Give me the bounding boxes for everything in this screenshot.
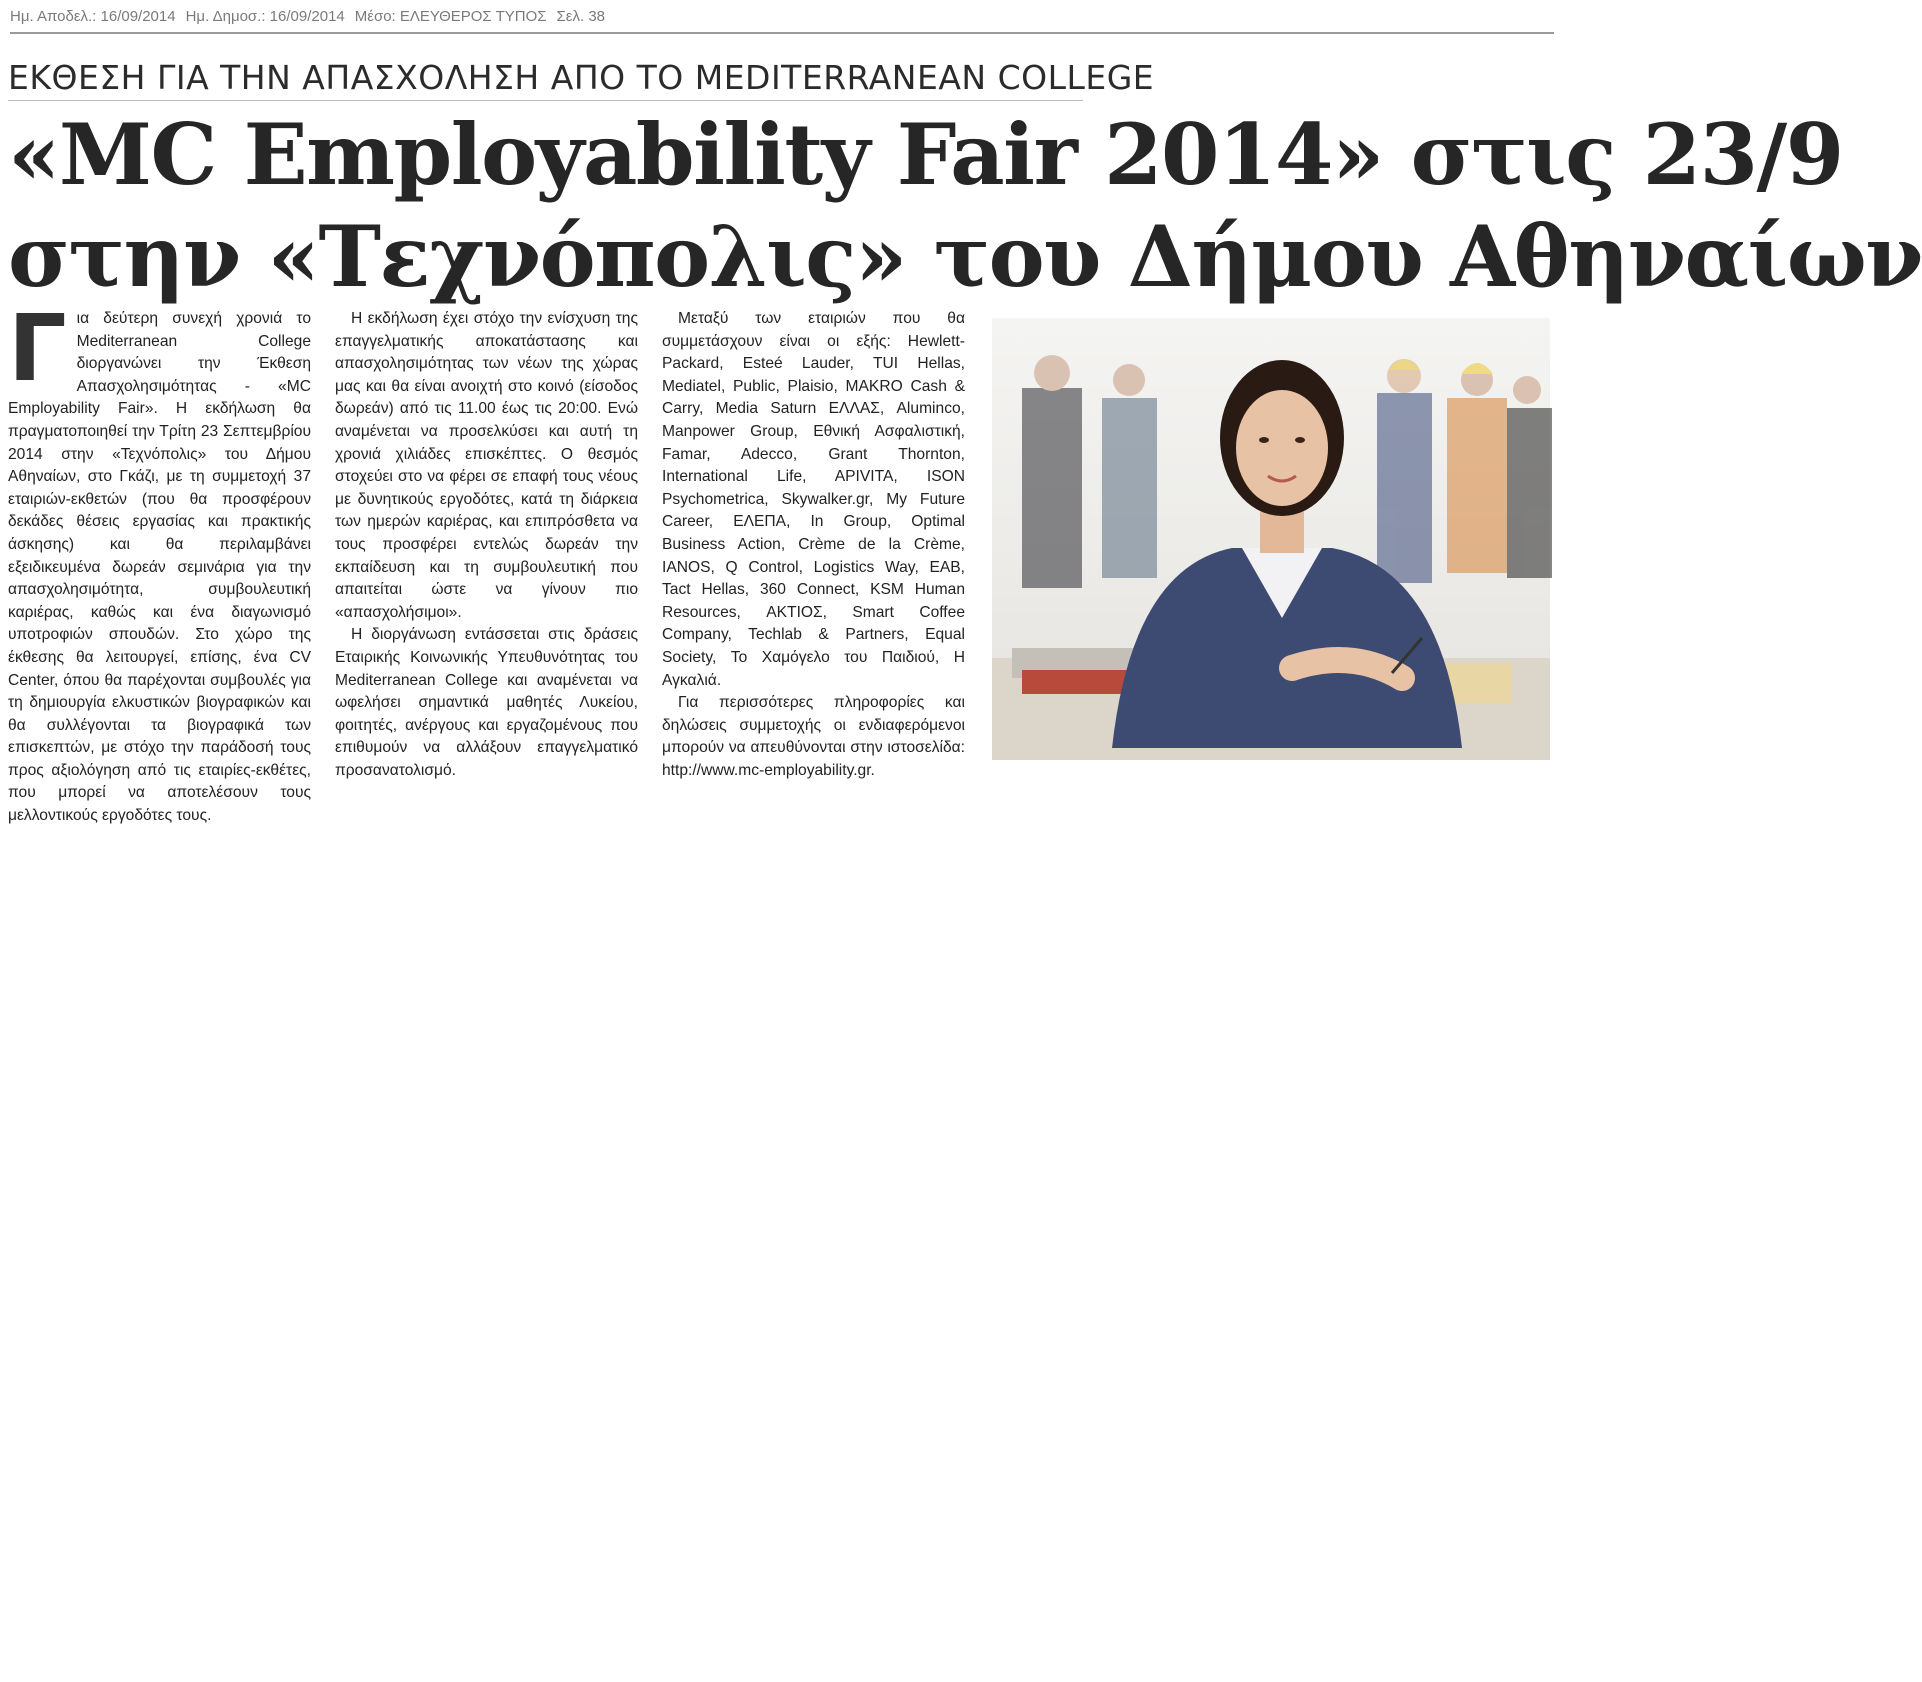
paragraph-5: Για περισσότερες πληροφορίες και δηλώσεις συμμετοχής οι ενδιαφερόμενοι μπορούν να απευθύνονται στην ιστοσελίδα: http://www.mc-employability.gr. [662, 694, 965, 779]
headline-line-1: «MC Employability Fair 2014» στις 23/9 [8, 105, 1843, 204]
meta-page: Σελ. 38 [556, 8, 606, 25]
paragraph-3: Η διοργάνωση εντάσσεται στις δράσεις Εταιρικής Κοινωνικής Υπευθυνότητας του Mediterranean College και αναμένεται να ωφελήσει σημαντικά μαθητές Λυκείου, φοιτητές, ανέργους και εργαζομένους που επιθυμούν να αλλάξουν επαγγελματικό προσανατολισμό. [335, 626, 638, 779]
article-body [8, 295, 968, 825]
article-photo [992, 318, 1550, 760]
paragraph-4: Μεταξύ των εταιριών που θα συμμετάσχουν είναι οι εξής: Hewlett-Packard, Esteé Lauder, TUI Hellas, Mediatel, Public, Plaisio, MAKRO Cash & Carry, Media Saturn ΕΛΛΑΣ, Aluminco, Manpower Group, Εθνική Ασφαλιστική, Famar, Adecco, Grant Thornton, International Life, APIVITA, ISON Psychometrica, Skywalker.gr, My Future Career, ΕΛΕΠΑ, In Group, Optimal Business Action, Crème de la Crème, IANOS, Q Control, Logistics Way, EAB, Tact Hellas, 360 Connect, KSM Human Resources, ΑΚΤΙΟΣ, Smart Coffee Company, Techlab & Partners, Equal Society, Το Χαμόγελο του Παιδιού, Η Αγκαλιά. [662, 310, 965, 689]
article-headline [8, 104, 1922, 308]
paragraph-2: Η εκδήλωση έχει στόχο την ενίσχυση της επαγγελματικής αποκατάστασης και απασχολησιμότητας των νέων της χώρας μας και θα είναι ανοιχτή στο κοινό (είσοδος δωρεάν) από τις 11.00 έως τις 20:00. Ενώ αναμένεται να προσελκύσει και αυτή τη χρονιά χιλιάδες επισκέπτες. Ο θεσμός στοχεύει στο να φέρει σε επαφή τους νέους με δυνητικούς εργοδότες, κατά τη διάρκεια των ημερών καριέρας, και επιπρόσθετα να τους προσφέρει εντελώς δωρεάν την εκπαίδευση και τη συμβουλευτική που απαιτείται ώστε να γίνουν πιο «απασχολήσιμοι». [335, 310, 638, 621]
paragraph-1-text: ια δεύτερη συνεχή χρονιά το Mediterranean College διοργανώνει την Έκθεση Απασχολησιμότητας - «MC Employability Fair». Η εκδήλωση θα πραγματοποιηθεί την Τρίτη 23 Σεπτεμβρίου 2014 στην «Τεχνόπολις» του Δήμου Αθηναίων, στο Γκάζι, με τη συμμετοχή 37 εταιριών-εκθετών (που θα προσφέρουν δεκάδες θέσεις εργασίας και πρακτικής άσκησης) και θα περιλαμβάνει εξειδικευμένα δωρεάν σεμινάρια για την απασχολησιμότητα, συμβουλευτική καριέρας, καθώς και ένα διαγωνισμό υποτροφιών σπουδών. Στο χώρο της έκθεσης θα λειτουργεί, επίσης, ένα CV Center, όπου θα παρέχονται συμβουλές για τη δημιουργία ελκυστικών βιογραφικών και θα συλλέγονται τα βιογραφικά των επισκεπτών, με στόχο την παράδοσή τους προς αξιολόγηση από τις εταιρίες-εκθέτες, που μπορεί να αποτελέσουν τους μελλοντικούς εργοδότες τους. [8, 310, 311, 825]
drop-cap: Γ [8, 295, 67, 402]
meta-date-published: Ημ. Δημοσ.: 16/09/2014 [185, 8, 345, 25]
body-column-1 [8, 295, 311, 828]
article-kicker [8, 56, 1155, 101]
clipping-meta-bar [10, 8, 1554, 34]
paragraph-1 [8, 295, 311, 828]
meta-date-received: Ημ. Αποδελ.: 16/09/2014 [10, 8, 176, 25]
photo-illustration [992, 318, 1550, 760]
body-column-2 [335, 308, 638, 782]
body-column-3 [662, 308, 965, 782]
meta-medium: Μέσο: ΕΛΕΥΘΕΡΟΣ ΤΥΠΟΣ [354, 8, 547, 25]
kicker-text: ΕΚΘΕΣΗ ΓΙΑ ΤΗΝ ΑΠΑΣΧΟΛΗΣΗ ΑΠΟ ΤΟ MEDITERRANEAN COLLEGE [8, 58, 1155, 97]
headline-line-2: στην «Τεχνόπολις» του Δήμου Αθηναίων [8, 207, 1922, 306]
